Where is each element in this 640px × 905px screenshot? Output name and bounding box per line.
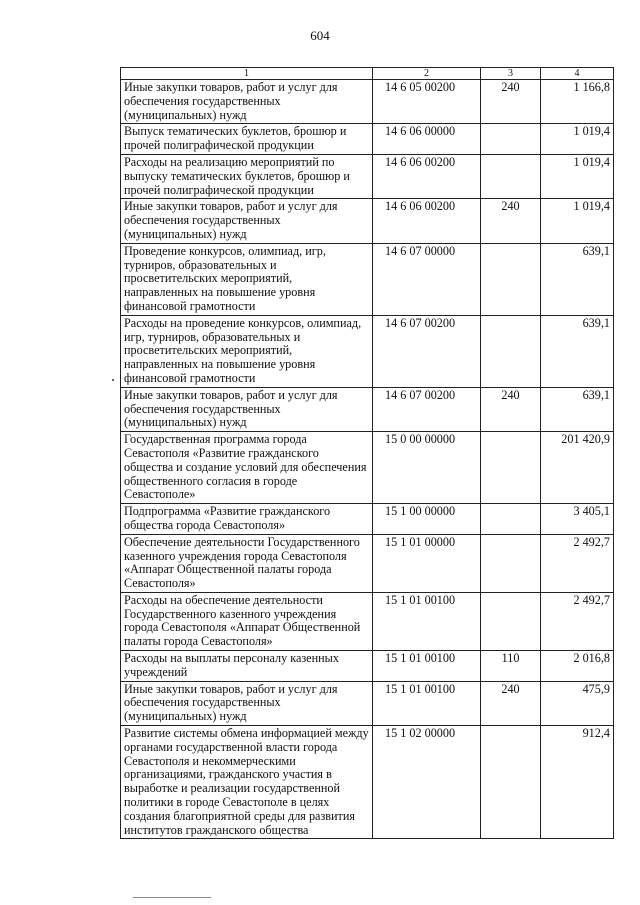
row-sum: 2 492,7 xyxy=(541,592,614,650)
row-kind xyxy=(481,534,541,592)
row-sum: 1 019,4 xyxy=(541,154,614,198)
row-code: 14 6 07 00200 xyxy=(373,387,481,431)
header-col-1: 1 xyxy=(121,68,373,80)
table-row xyxy=(121,504,614,535)
table-row xyxy=(121,243,614,315)
row-name: Выпуск тематических буклетов, брошюр и прочей полиграфической продукции xyxy=(121,124,373,155)
row-code: 14 6 06 00000 xyxy=(373,124,481,155)
header-col-4: 4 xyxy=(541,68,614,80)
row-kind xyxy=(481,315,541,387)
table-row xyxy=(121,534,614,592)
row-sum: 639,1 xyxy=(541,387,614,431)
row-sum: 201 420,9 xyxy=(541,432,614,504)
row-code: 15 1 01 00100 xyxy=(373,651,481,682)
header-col-2: 2 xyxy=(373,68,481,80)
row-kind xyxy=(481,243,541,315)
table-row xyxy=(121,387,614,431)
row-kind: 240 xyxy=(481,199,541,243)
row-kind: 110 xyxy=(481,651,541,682)
table-row xyxy=(121,315,614,387)
row-sum: 475,9 xyxy=(541,681,614,725)
row-kind xyxy=(481,726,541,839)
row-name: Иные закупки товаров, работ и услуг для обеспечения государственных (муниципальных) нужд xyxy=(121,387,373,431)
row-code: 15 1 00 00000 xyxy=(373,504,481,535)
table-row xyxy=(121,651,614,682)
table-row xyxy=(121,199,614,243)
row-name: Расходы на реализацию мероприятий по выпуску тематических буклетов, брошюр и прочей полиграфической продукции xyxy=(121,154,373,198)
header-col-3: 3 xyxy=(481,68,541,80)
row-code: 15 1 01 00000 xyxy=(373,534,481,592)
row-kind: 240 xyxy=(481,80,541,124)
scan-speck xyxy=(112,379,114,381)
row-name: Государственная программа города Севастополя «Развитие гражданского общества и создание условий для обеспечения общественного согласия в городе Севастополе» xyxy=(121,432,373,504)
table-row xyxy=(121,681,614,725)
row-sum: 912,4 xyxy=(541,726,614,839)
row-sum: 1 019,4 xyxy=(541,124,614,155)
row-name: Обеспечение деятельности Государственного казенного учреждения города Севастополя «Аппарат Общественной палаты города Севастополя» xyxy=(121,534,373,592)
table-row xyxy=(121,432,614,504)
table-body xyxy=(121,80,614,839)
row-code: 14 6 07 00000 xyxy=(373,243,481,315)
row-kind xyxy=(481,154,541,198)
row-code: 14 6 06 00200 xyxy=(373,154,481,198)
row-sum: 1 166,8 xyxy=(541,80,614,124)
row-code: 15 1 02 00000 xyxy=(373,726,481,839)
row-name: Расходы на проведение конкурсов, олимпиад, игр, турниров, образовательных и просветительских мероприятий, направленных на повышение уровня финансовой грамотности xyxy=(121,315,373,387)
row-name: Иные закупки товаров, работ и услуг для обеспечения государственных (муниципальных) нужд xyxy=(121,199,373,243)
row-code: 15 1 01 00100 xyxy=(373,592,481,650)
row-name: Иные закупки товаров, работ и услуг для обеспечения государственных (муниципальных) нужд xyxy=(121,80,373,124)
row-code: 14 6 06 00200 xyxy=(373,199,481,243)
row-code: 15 1 01 00100 xyxy=(373,681,481,725)
row-sum: 639,1 xyxy=(541,315,614,387)
table-row xyxy=(121,80,614,124)
page-number: 604 xyxy=(310,28,330,43)
row-code: 15 0 00 00000 xyxy=(373,432,481,504)
row-name: Расходы на обеспечение деятельности Государственного казенного учреждения города Севастополя «Аппарат Общественной палаты города Севастополя» xyxy=(121,592,373,650)
row-kind: 240 xyxy=(481,387,541,431)
table-row xyxy=(121,154,614,198)
row-name: Развитие системы обмена информацией между органами государственной власти города Севастополя и некоммерческими организациями, гражданского участия в выработке и реализации государственной политики в городе Севастополе в целях создания благоприятной среды для развития институтов гражданского общества xyxy=(121,726,373,839)
row-name: Подпрограмма «Развитие гражданского общества города Севастополя» xyxy=(121,504,373,535)
row-kind xyxy=(481,432,541,504)
row-kind xyxy=(481,124,541,155)
row-name: Расходы на выплаты персоналу казенных учреждений xyxy=(121,651,373,682)
footer-rule xyxy=(133,897,211,898)
row-sum: 639,1 xyxy=(541,243,614,315)
row-kind xyxy=(481,504,541,535)
row-sum: 1 019,4 xyxy=(541,199,614,243)
row-code: 14 6 05 00200 xyxy=(373,80,481,124)
table-row xyxy=(121,726,614,839)
row-name: Иные закупки товаров, работ и услуг для обеспечения государственных (муниципальных) нужд xyxy=(121,681,373,725)
row-kind: 240 xyxy=(481,681,541,725)
row-sum: 2 492,7 xyxy=(541,534,614,592)
budget-table xyxy=(120,67,614,839)
row-sum: 3 405,1 xyxy=(541,504,614,535)
row-kind xyxy=(481,592,541,650)
row-sum: 2 016,8 xyxy=(541,651,614,682)
table-row xyxy=(121,124,614,155)
table-row xyxy=(121,592,614,650)
row-code: 14 6 07 00200 xyxy=(373,315,481,387)
table-header-row xyxy=(121,68,614,80)
row-name: Проведение конкурсов, олимпиад, игр, турниров, образовательных и просветительских мероприятий, направленных на повышение уровня финансовой грамотности xyxy=(121,243,373,315)
